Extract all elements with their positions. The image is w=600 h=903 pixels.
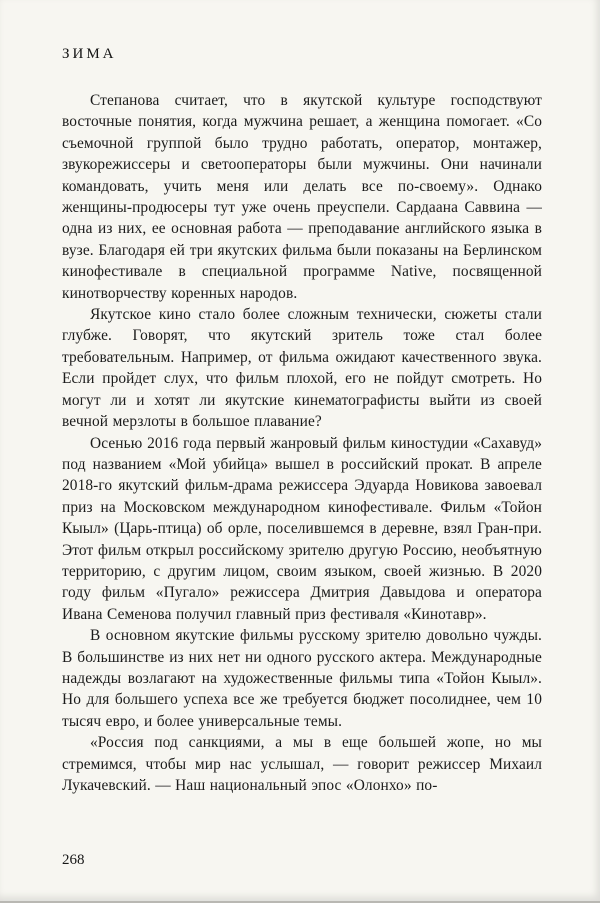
page-number: 268 [62,852,85,868]
paragraph-5: «Россия под санкциями, а мы в еще большей жопе, но мы стремимся, чтобы мир нас услышал, — говорит режиссер Михаил Лукачевский. — Наш национальный эпос «Олонхо» по- [62,734,542,794]
paragraph-3: Осенью 2016 года первый жанровый фильм киностудии «Сахавуд» под названием «Мой убийца» вышел в российский прокат. В апреле 2018-го якутский фильм-драма режиссера Эдуарда Новикова завоевал приз на Московском международном кинофестивале. Фильм «Тойон Кыыл» (Царь-птица) об орле, поселившемся в деревне, взял Гран-при. Этот фильм открыл российскому зрителю другую Россию, необъятную территорию, с другим лицом, своим языком, своей жизнью. В 2020 году фильм «Пугало» режиссера Дмитрия Давыдова и оператора Ивана Семенова получил главный приз фестиваля «Кинотавр». [62,434,542,623]
paragraph-4: В основном якутские фильмы русскому зрителю довольно чужды. В большинстве из них нет ни одного русского актера. Международные надежды возлагают на художественные фильмы типа «Тойон Кыыл». Но для большего успеха все же требуется бюджет посолиднее, чем 10 тысяч евро, и более универсальные темы. [62,627,542,730]
body-text [62,90,542,796]
running-header: ЗИМА [62,46,117,62]
paragraph-1: Степанова считает, что в якутской культуре господствуют восточные понятия, когда мужчина решает, а женщина помогает. «Со съемочной группой было трудно работать, оператор, монтажер, звукорежиссеры и светооператоры были мужчины. Они начинали командовать, учить меня или делать все по-своему». Однако женщины-продюсеры тут уже очень преуспели. Сардаана Саввина — одна из них, ее основная работа — преподавание английского языка в вузе. Благодаря ей три якутских фильма были показаны на Берлинском кинофестивале в специальной программе Native, посвященной кинотворчеству коренных народов. [62,92,542,302]
paragraph-2: Якутское кино стало более сложным технически, сюжеты стали глубже. Говорят, что якутский зритель тоже стал более требовательным. Например, от фильма ожидают качественного звука. Если пройдет слух, что фильм плохой, его не пойдут смотреть. Но могут ли и хотят ли якутские кинематографисты выйти из своей вечной мерзлоты в большое плавание? [62,306,542,431]
